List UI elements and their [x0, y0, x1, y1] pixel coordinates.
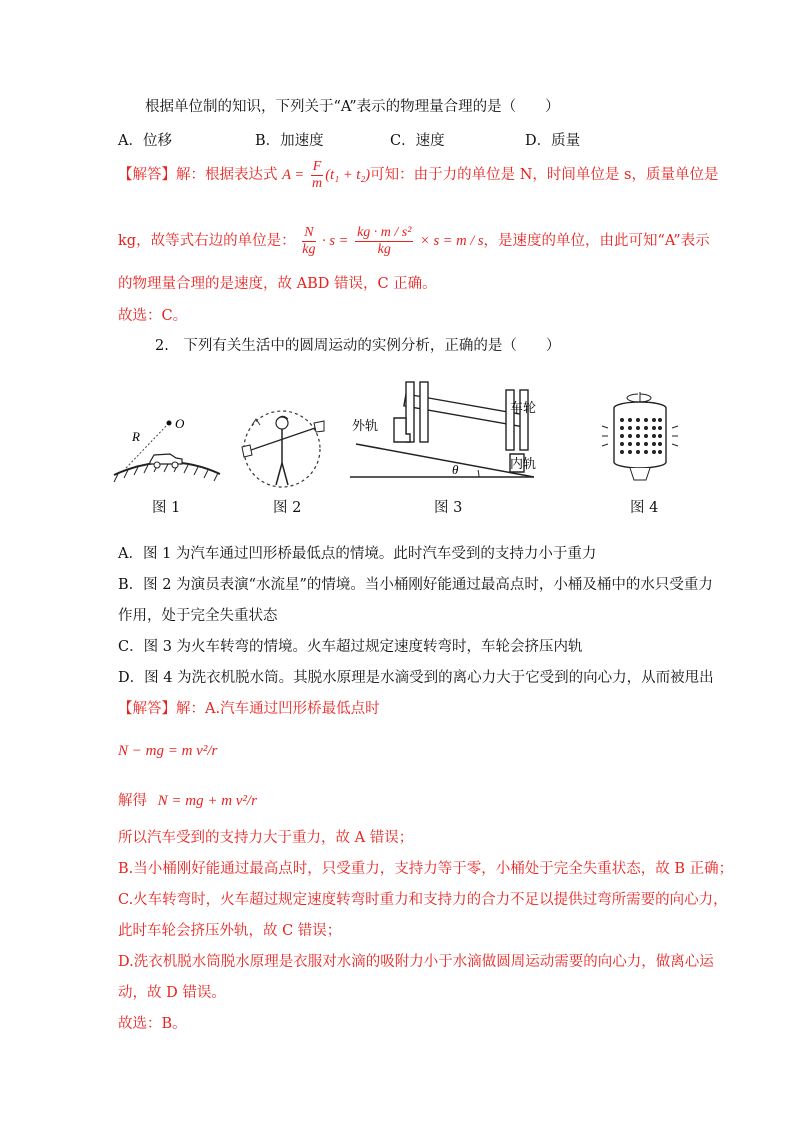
- label-inner-rail: 内轨: [509, 456, 536, 471]
- formula-paren: (t₁ + t₂): [325, 167, 371, 183]
- q1-option-c: C．速度: [390, 133, 445, 149]
- q2-answer-text: 此时车轮会挤压外轨，故 C 错误；: [118, 923, 342, 939]
- q1-answer-line1: 【解答】解：根据表达式 A = $\frac{F}{m}$ (t₁ + t₂)可知：由于力的单位是 N，时间单位是 s，质量单位是: [118, 158, 719, 191]
- q1-answer-line2: kg，故等式右边的单位是： $\frac{N}{kg}$ · s = $\frac{\text{kg · m / s²}}{kg}$ × s = m / s，是速度的单位，由此可知“A”表示: [118, 224, 710, 257]
- q2-equation-2: N = mg + m v²/r: [157, 793, 257, 809]
- label-wheel: 车轮: [509, 400, 536, 415]
- unit-fraction-1: $\frac{N}{kg}$: [302, 224, 316, 257]
- q1-option-d: D．质量: [525, 133, 581, 149]
- formula-fraction: $\frac{F}{m}$: [311, 158, 323, 191]
- bucket-icon: [242, 445, 252, 457]
- q2-equation-1: N − mg = m v²/r: [118, 743, 218, 759]
- unit-fraction-2: $\frac{\text{kg · m / s²}}{kg}$: [357, 224, 412, 257]
- q1-option-b: B．加速度: [255, 133, 324, 149]
- figure-1-concave-bridge: [112, 410, 224, 490]
- q1-answer-choice: 故选：C。: [118, 308, 188, 324]
- q2-stem: 2. 下列有关生活中的圆周运动的实例分析，正确的是（ ）: [155, 338, 561, 354]
- formula-lhs: A =: [282, 167, 305, 183]
- fig1-label-r: R: [132, 429, 140, 444]
- q1-stem: 根据单位制的知识，下列关于“A”表示的物理量合理的是（ ）: [145, 99, 560, 115]
- caption-figure-1: 图 1: [152, 500, 181, 516]
- q2-option-c: C．图 3 为火车转弯的情境。火车超过规定速度转弯时，车轮会挤压内轨: [118, 639, 583, 655]
- q2-answer-choice: 故选：B。: [118, 1016, 187, 1032]
- q2-equation-2-line: 解得 N = mg + m v²/r: [118, 793, 257, 809]
- figure-2-water-meteor: [236, 405, 328, 495]
- q2-answer-line1: 【解答】解：A.汽车通过凹形桥最低点时: [118, 701, 380, 717]
- wheel-left: [406, 382, 414, 442]
- q2-answer-text: 所以汽车受到的支持力大于重力，故 A 错误；: [118, 830, 414, 846]
- label-outer-rail: 外轨: [352, 418, 379, 433]
- wheel-right: [506, 390, 514, 450]
- q1-answer-line3: 的物理量合理的是速度，故 ABD 错误，C 正确。: [118, 276, 437, 292]
- caption-figure-2: 图 2: [273, 500, 302, 516]
- q2-option-a: A．图 1 为汽车通过凹形桥最低点的情境。此时汽车受到的支持力小于重力: [118, 546, 597, 562]
- figure-4-washer-drum: [600, 390, 680, 486]
- q2-answer-text: C.火车转弯时，火车超过规定速度转弯时重力和支持力的合力不足以提供过弯所需要的向心力，: [118, 892, 728, 908]
- q2-answer-text: B.当小桶刚好能通过最高点时，只受重力，支持力等于零，小桶处于完全失重状态，故 B 正确；: [118, 861, 734, 877]
- q2-answer-text: 动，故 D 错误。: [118, 985, 226, 1001]
- wheel-left: [420, 382, 428, 442]
- q2-option-b: B．图 2 为演员表演“水流星”的情境。当小桶刚好能通过最高点时，小桶及桶中的水只受重力: [118, 577, 713, 593]
- q1-option-a: A．位移: [118, 133, 172, 149]
- q2-answer-text: D.洗衣机脱水筒脱水原理是衣服对水滴的吸附力小于水滴做圆周运动需要的向心力，做离心运: [118, 954, 714, 970]
- fig1-label-o: O: [175, 416, 185, 431]
- figure-3-train-turn: [348, 372, 540, 484]
- answer-tag: 【解答】: [118, 167, 176, 183]
- rotation-arrow-icon: [627, 394, 651, 402]
- q2-option-b-cont: 作用，处于完全失重状态: [118, 608, 278, 624]
- q2-option-d: D．图 4 为洗衣机脱水筒。其脱水原理是水滴受到的离心力大于它受到的向心力，从而被甩出: [118, 670, 714, 686]
- bucket-icon: [314, 421, 324, 432]
- wheel-right: [520, 390, 528, 450]
- caption-figure-4: 图 4: [630, 500, 659, 516]
- center-point-o: [167, 421, 172, 426]
- caption-figure-3: 图 3: [434, 500, 463, 516]
- angle-theta: θ: [452, 462, 459, 477]
- answer-tag: 【解答】: [118, 701, 176, 717]
